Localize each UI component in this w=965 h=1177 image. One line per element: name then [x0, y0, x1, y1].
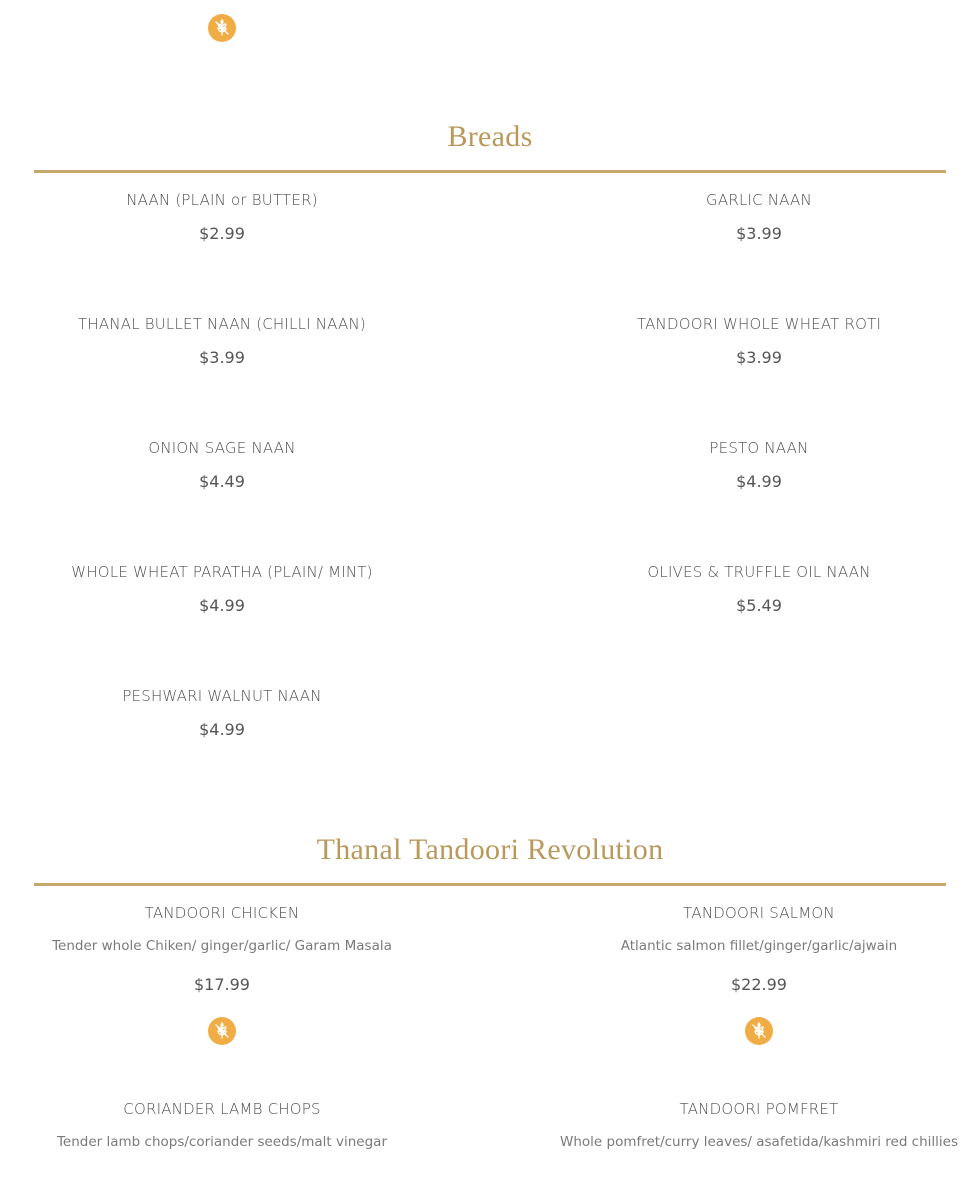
gluten-free-wheat-icon	[208, 1017, 236, 1045]
item-name: TANDOORI SALMON	[683, 904, 835, 922]
item-name: NAAN (PLAIN or BUTTER)	[126, 191, 318, 209]
item-price: $3.99	[199, 348, 245, 367]
item-name: PESHWARI WALNUT NAAN	[122, 687, 322, 705]
item-name: CORIANDER LAMB CHOPS	[123, 1100, 321, 1118]
menu-item	[2, 314, 442, 368]
menu-item	[539, 314, 965, 368]
section-title-tandoori: Thanal Tandoori Revolution	[316, 833, 664, 866]
gluten-free-wheat-icon	[745, 1017, 773, 1045]
gluten-free-wheat-icon	[208, 14, 236, 42]
item-name: OLIVES & TRUFFLE OIL NAAN	[647, 563, 871, 581]
menu-item	[2, 562, 442, 616]
item-price: $3.99	[736, 224, 782, 243]
item-name: TANDOORI CHICKEN	[144, 904, 300, 922]
menu-item	[539, 190, 965, 244]
item-name: TANDOORI WHOLE WHEAT ROTI	[636, 315, 882, 333]
menu-item	[2, 190, 442, 244]
item-price: $4.99	[199, 596, 245, 615]
item-description: Atlantic salmon fillet/ginger/garlic/ajwain	[620, 938, 898, 954]
menu-item	[2, 438, 442, 492]
item-price: $4.49	[199, 472, 245, 491]
item-price: $5.49	[736, 596, 782, 615]
item-description: Whole pomfret/curry leaves/ asafetida/kashmiri red chillies	[559, 1134, 958, 1150]
item-description: Tender whole Chiken/ ginger/garlic/ Garam Masala	[52, 938, 392, 954]
menu-item	[2, 686, 442, 740]
item-name: PESTO NAAN	[709, 439, 809, 457]
item-price: $4.99	[736, 472, 782, 491]
menu-item	[539, 903, 965, 1045]
item-name: GARLIC NAAN	[706, 191, 812, 209]
section-divider	[34, 883, 946, 886]
item-name: ONION SAGE NAAN	[148, 439, 296, 457]
menu-item	[539, 438, 965, 492]
item-price: $4.99	[199, 720, 245, 739]
item-description: Tender lamb chops/coriander seeds/malt vinegar	[56, 1134, 388, 1150]
menu-item	[539, 1099, 965, 1151]
item-name: WHOLE WHEAT PARATHA (PLAIN/ MINT)	[71, 563, 373, 581]
menu-item	[2, 903, 442, 1045]
item-name: THANAL BULLET NAAN (CHILLI NAAN)	[78, 315, 366, 333]
item-name: TANDOORI POMFRET	[679, 1100, 839, 1118]
item-price: $17.99	[194, 975, 250, 994]
section-divider	[34, 170, 946, 173]
menu-item	[2, 1099, 442, 1151]
item-price: $3.99	[736, 348, 782, 367]
item-price: $2.99	[199, 224, 245, 243]
item-price: $22.99	[731, 975, 787, 994]
menu-item	[539, 562, 965, 616]
section-title-breads: Breads	[447, 120, 533, 153]
